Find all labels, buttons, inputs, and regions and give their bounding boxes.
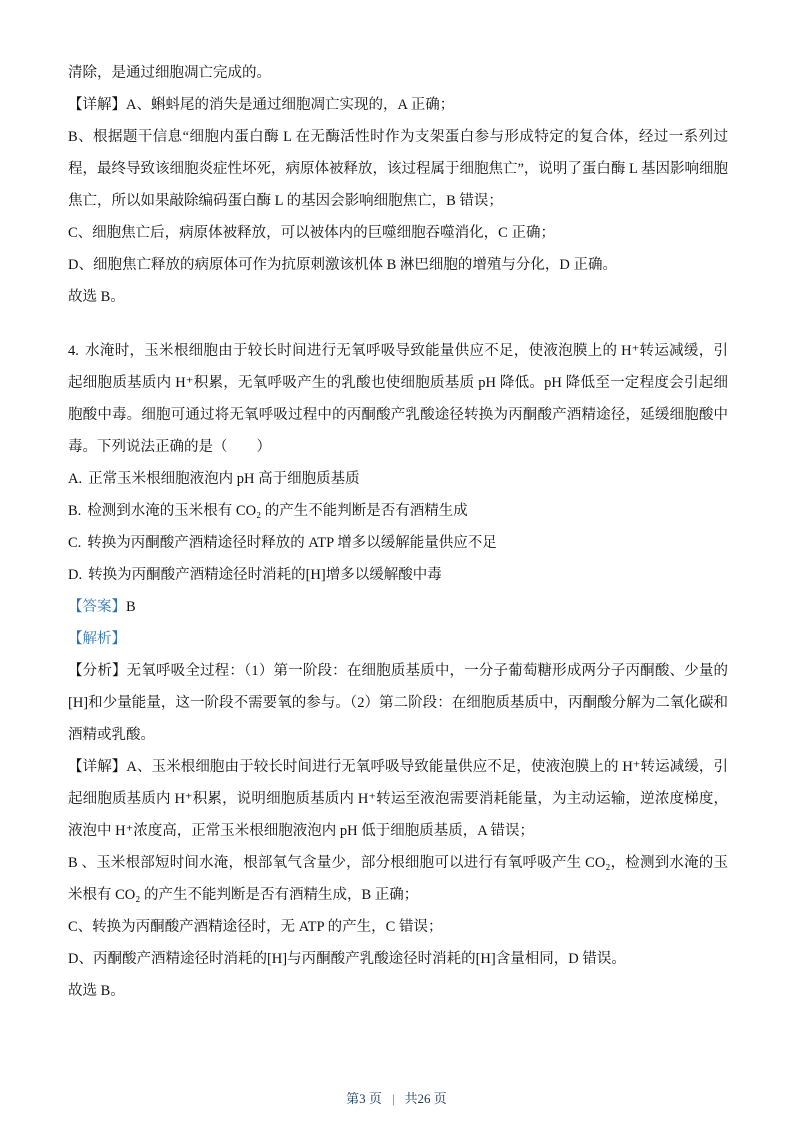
q4-conclusion: 故选 B。 [68, 983, 125, 999]
q4-detail-b-paragraph: B 、玉米根部短时间水淹，根部氧气含量少，部分根细胞可以进行有氧呼吸产生 CO₂，检测到水淹的玉米根有 CO₂ 的产生不能判断是否有酒精生成，B 正确； [68, 855, 728, 903]
q4-detail-label: 【详解】 [68, 759, 127, 775]
q3-detail-a-paragraph [68, 89, 728, 121]
q4-analysis-header-line [68, 623, 728, 655]
q4-answer-label: 【答案】 [68, 599, 126, 615]
q3-detail-a-text: A、蝌蚪尾的消失是通过细胞凋亡实现的，A 正确； [126, 97, 455, 113]
q4-detail-a-text: A、玉米根细胞由于较长时间进行无氧呼吸导致能量供应不足，使液泡膜上的 H⁺转运减缓，引起细胞质基质内 H⁺积累，说明细胞质基质内 H⁺转运至液泡需要消耗能量，为主动运输，逆浓度梯度，液泡中 H⁺浓度高，正常玉米根细胞液泡内 pH 低于细胞质基质，A 错误； [68, 759, 729, 839]
q4-option-a-label: A. [68, 471, 83, 487]
q4-option-b [68, 495, 728, 527]
q4-analysis-label: 【分析】 [68, 663, 127, 679]
q4-analysis-paragraph [68, 655, 728, 751]
q4-stem-text: 水淹时，玉米根细胞由于较长时间进行无氧呼吸导致能量供应不足，使液泡膜上的 H⁺转运减缓，引起细胞质基质内 H⁺积累，无氧呼吸产生的乳酸也使细胞质基质 pH 降低。pH 降低至一定程度会引起细胞酸中毒。细胞可通过将无氧呼吸过程中的丙酮酸产乳酸途径转换为丙酮酸产酒精途径，延缓细胞酸中毒。下列说法正确的是（ ） [68, 343, 728, 455]
q4-answer-line [68, 591, 728, 623]
q3-detail-label: 【详解】 [68, 97, 126, 113]
page-content [68, 57, 728, 1007]
q4-option-d-label: D. [68, 567, 83, 583]
page-footer [0, 1090, 793, 1108]
q4-analysis-header: 【解析】 [68, 631, 126, 647]
q3-detail-c-paragraph: C、细胞焦亡后，病原体被释放，可以被体内的巨噬细胞吞噬消化，C 正确； [68, 225, 555, 241]
question-separator-gap [68, 313, 728, 335]
q4-detail-d-paragraph: D、丙酮酸产酒精途径时消耗的[H]与丙酮酸产乳酸途径时消耗的[H]含量相同，D 错误。 [68, 951, 626, 967]
q4-number: 4. [68, 343, 79, 359]
q4-option-b-label: B. [68, 503, 82, 519]
footer-page-number: 第3 页 [346, 1091, 382, 1106]
q3-detail-b-paragraph: B、根据题干信息“细胞内蛋白酶 L 在无酶活性时作为支架蛋白参与形成特定的复合体，经过一系列过程，最终导致该细胞炎症性坏死，病原体被释放，该过程属于细胞焦亡”，说明了蛋白酶 L 基因影响细胞焦亡，所以如果敲除编码蛋白酶 L 的基因会影响细胞焦亡，B 错误； [68, 129, 729, 209]
q3-detail-d-paragraph: D、细胞焦亡释放的病原体可作为抗原刺激该机体 B 淋巴细胞的增殖与分化，D 正确。 [68, 257, 617, 273]
q4-option-c [68, 527, 728, 559]
q4-option-b-text: 检测到水淹的玉米根有 CO₂ 的产生不能判断是否有酒精生成 [87, 503, 468, 519]
q4-option-a [68, 463, 728, 495]
q4-detail-c-paragraph: C、转换为丙酮酸产酒精途径时，无 ATP 的产生，C 错误； [68, 919, 443, 935]
q4-option-d-text: 转换为丙酮酸产酒精途径时消耗的[H]增多以缓解酸中毒 [88, 567, 442, 583]
footer-separator: | [391, 1091, 395, 1106]
q3-carryover-line: 清除，是通过细胞凋亡完成的。 [68, 65, 271, 81]
q4-detail-a-paragraph [68, 751, 728, 847]
q4-option-c-text: 转换为丙酮酸产酒精途径时释放的 ATP 增多以缓解能量供应不足 [87, 535, 497, 551]
q3-conclusion: 故选 B。 [68, 289, 125, 305]
footer-total-pages: 共26 页 [404, 1091, 447, 1106]
q4-option-d [68, 559, 728, 591]
q4-analysis-text: 无氧呼吸全过程：（1）第一阶段：在细胞质基质中，一分子葡萄糖形成两分子丙酮酸、少量的[H]和少量能量，这一阶段不需要氧的参与。（2）第二阶段：在细胞质基质中，丙酮酸分解为二氧化碳和酒精或乳酸。 [68, 663, 729, 743]
q4-option-c-label: C. [68, 535, 82, 551]
q4-answer-value: B [126, 599, 136, 615]
q4-option-a-text: 正常玉米根细胞液泡内 pH 高于细胞质基质 [88, 471, 360, 487]
q4-stem-paragraph [68, 335, 728, 463]
